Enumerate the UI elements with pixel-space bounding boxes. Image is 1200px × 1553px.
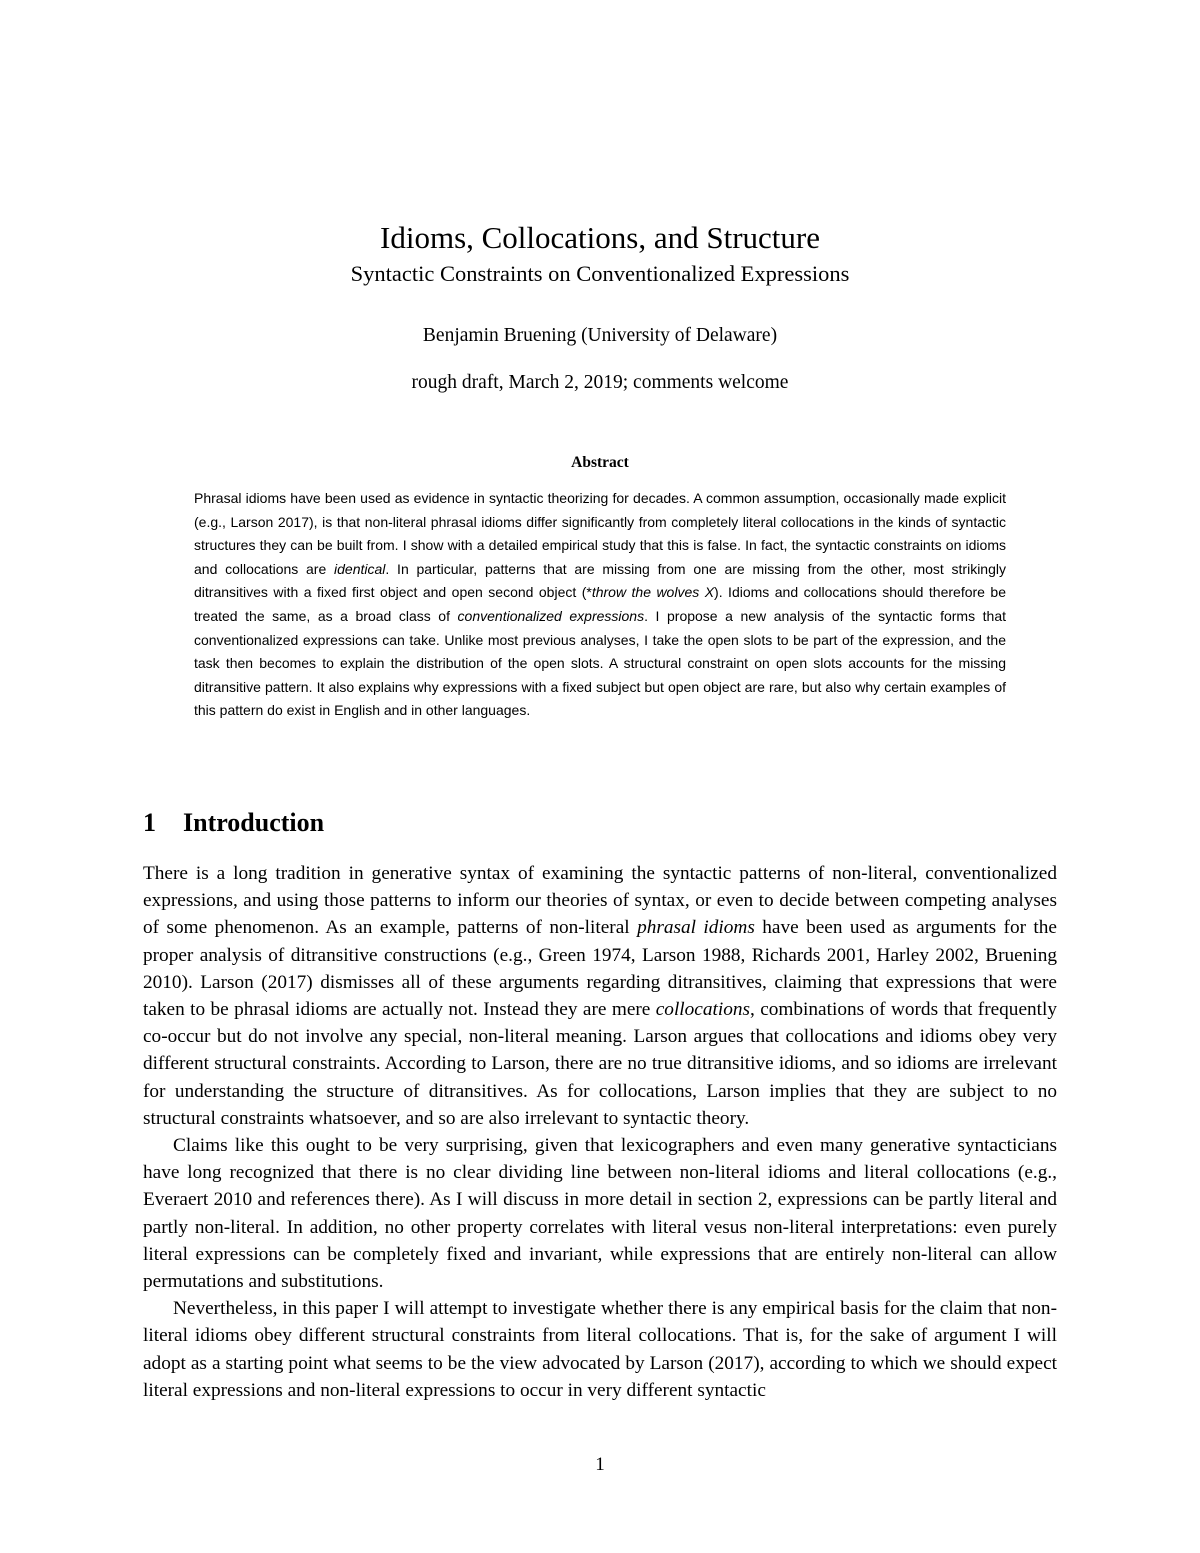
title-block [0,218,1200,290]
paper-subtitle: Syntactic Constraints on Conventionalized Expressions [350,261,850,286]
section-title: Introduction [183,808,325,837]
page-number: 1 [595,1454,605,1475]
paragraph-3: Nevertheless, in this paper I will attempt to investigate whether there is any empirical basis for the claim that non-literal idioms obey different structural constraints from literal collocations. That is, for the sake of argument I will adopt as a starting point what seems to be the view advocated by Larson (2017), according to which we should expect literal expressions and non-literal expressions to occur in very different syntactic [143,1298,1057,1401]
paragraph-text: , combinations of words that frequently co-occur but do not involve any special, non-literal meaning. Larson argues that collocations and idioms obey very different structural constraints. According to Larson, there are no true ditransitive idioms, and so idioms are irrelevant for understanding the structure of ditransitives. As for collocations, Larson implies that they are subject to no structural constraints whatsoever, and so are also irrelevant to syntactic theory. [143,999,1058,1129]
section-heading [143,806,324,840]
paragraph-emphasis: collocations [655,999,751,1021]
paragraph-text: have been used as arguments for the proper analysis of ditransitive constructions (e.g., Green 1974, Larson 1988, Richards 2001, Harley 2002, Bruening 2010). Larson (2017) dismisses all of these arguments regarding ditransitives, claiming that expressions that were taken to be phrasal idioms are actually not. Instead they are mere [143,917,1057,1021]
abstract-text: Phrasal idioms have been used as evidence in syntactic theorizing for decades. A common assumption, occasionally made explicit (e.g., Larson 2017), is that non-literal phrasal idioms differ significantly from completely literal collocations in the kinds of syntactic structures they can be built from. I show with a detailed empirical study that this is false. In fact, the syntactic constraints on idioms and collocations are [194,490,1006,577]
author-line: Benjamin Bruening (University of Delaware) [422,325,778,346]
abstract-text: ). Idioms and collocations should therefore be treated the same, as a broad class of [194,584,1006,624]
abstract-text: . In particular, patterns that are missing from one are missing from the other, most strikingly ditransitives with a fixed first object and open second object (* [194,560,1006,601]
paragraph-2: Claims like this ought to be very surprising, given that lexicographers and even many generative syntacticians have long recognized that there is no clear dividing line between non-literal idioms and literal collocations (e.g., Everaert 2010 and references there). As I will discuss in more detail in section 2, expressions can be partly literal and partly non-literal. In addition, no other property correlates with literal vesus non-literal interpretations: even purely literal expressions can be completely fixed and invariant, while expressions that are entirely non-literal can allow permutations and substitutions. [143,1135,1057,1293]
date-line: rough draft, March 2, 2019; comments welcome [411,372,789,393]
paper-title: Idioms, Collocations, and Structure [380,220,820,255]
abstract-emphasis: throw the wolves X [591,584,715,601]
section-number: 1 [143,808,156,837]
paragraph-emphasis: phrasal idioms [637,917,755,939]
abstract-emphasis: identical [334,560,386,577]
abstract-text: . I propose a new analysis of the syntactic forms that conventionalized expressions can take. Unlike most previous analyses, I take the open slots to be part of the expression, and the task then becomes to explain the distribution of the open slots. A structural constraint on open slots accounts for the missing ditransitive pattern. It also explains why expressions with a fixed subject but open object are rare, but also why certain examples of this pattern do exist in English and in other languages. [194,607,1006,719]
abstract-heading: Abstract [571,454,629,471]
paragraph-text: There is a long tradition in generative syntax of examining the syntactic patterns of non-literal, conventionalized expressions, and using those patterns to inform our theories of syntax, or even to decide between competing analyses of some phenomenon. As an example, patterns of non-literal [143,863,1057,939]
section-body [143,860,1057,1404]
abstract-body [194,487,1006,723]
abstract-emphasis: conventionalized expressions [457,607,645,624]
paragraph-1 [143,860,1057,1132]
